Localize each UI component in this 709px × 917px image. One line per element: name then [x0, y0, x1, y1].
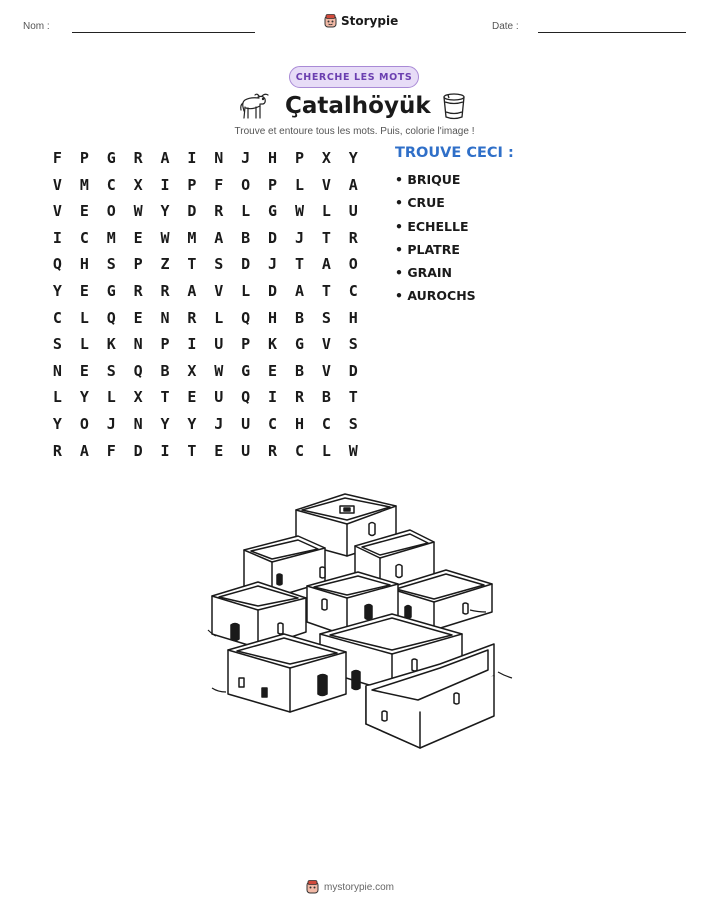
grid-letter[interactable]: R	[214, 202, 224, 221]
grid-letter[interactable]: A	[214, 228, 224, 247]
grid-letter[interactable]: N	[133, 335, 143, 354]
grid-letter[interactable]: Y	[52, 414, 62, 433]
grid-letter[interactable]: L	[241, 281, 251, 300]
grid-letter[interactable]: N	[52, 361, 62, 380]
grid-letter[interactable]: B	[321, 388, 331, 407]
grid-letter[interactable]: N	[214, 149, 224, 167]
grid-letter[interactable]: O	[241, 175, 251, 194]
grid-letter[interactable]: D	[187, 202, 197, 221]
grid-letter[interactable]: X	[187, 361, 197, 380]
grid-letter[interactable]: W	[133, 202, 143, 221]
grid-letter[interactable]: W	[160, 228, 170, 247]
grid-letter[interactable]: D	[241, 255, 251, 274]
grid-letter[interactable]: O	[106, 202, 116, 221]
word-item: • GRAIN	[395, 265, 453, 281]
grid-letter[interactable]: B	[160, 361, 170, 380]
grid-letter[interactable]: W	[214, 361, 224, 380]
brand-logo	[324, 14, 398, 28]
grid-letter[interactable]: X	[133, 388, 143, 407]
grid-letter[interactable]: D	[133, 441, 143, 460]
grid-letter[interactable]: L	[321, 441, 331, 460]
grid-letter[interactable]: D	[268, 228, 278, 247]
grid-letter[interactable]: K	[106, 335, 116, 354]
grid-letter[interactable]: J	[241, 149, 251, 167]
date-label: Date :	[492, 21, 519, 32]
grid-letter[interactable]: L	[214, 308, 224, 327]
grid-letter[interactable]: P	[294, 149, 304, 167]
grid-letter[interactable]: U	[348, 202, 358, 221]
bucket-icon	[441, 91, 467, 121]
grid-letter[interactable]: D	[268, 281, 278, 300]
grid-letter[interactable]: T	[187, 255, 197, 274]
grid-letter[interactable]: Y	[160, 414, 170, 433]
grid-letter[interactable]: W	[294, 202, 304, 221]
aurochs-icon	[238, 91, 272, 121]
grid-letter[interactable]: A	[348, 175, 358, 194]
grid-letter[interactable]: G	[241, 361, 251, 380]
storypie-mascot-icon	[324, 14, 337, 28]
grid-letter[interactable]: S	[106, 255, 116, 274]
grid-letter[interactable]: F	[106, 441, 116, 460]
grid-letter[interactable]: C	[79, 228, 89, 247]
grid-letter[interactable]: L	[294, 175, 304, 194]
grid-letter[interactable]: Y	[187, 414, 197, 433]
grid-letter[interactable]: G	[294, 335, 304, 354]
grid-letter[interactable]: Z	[160, 255, 170, 274]
grid-letter[interactable]: S	[214, 255, 224, 274]
grid-letter[interactable]: V	[321, 335, 331, 354]
footer-url[interactable]: mystorypie.com	[324, 881, 395, 893]
grid-letter[interactable]: M	[187, 228, 197, 247]
grid-letter[interactable]: I	[268, 388, 278, 407]
grid-letter[interactable]: F	[214, 175, 224, 194]
grid-letter[interactable]: O	[79, 414, 89, 433]
grid-letter[interactable]: Q	[106, 308, 116, 327]
grid-letter[interactable]: C	[321, 414, 331, 433]
grid-letter[interactable]: A	[79, 441, 89, 460]
grid-letter[interactable]: E	[214, 441, 224, 460]
grid-letter[interactable]: I	[160, 441, 170, 460]
grid-letter[interactable]: T	[160, 388, 170, 407]
grid-letter[interactable]: D	[348, 361, 358, 380]
grid-letter[interactable]: A	[294, 281, 304, 300]
grid-letter[interactable]: U	[241, 441, 251, 460]
instructions: Trouve et entoure tous les mots. Puis, colorie l'image !	[234, 126, 475, 137]
grid-letter[interactable]: S	[321, 308, 331, 327]
grid-letter[interactable]: G	[106, 281, 116, 300]
word-item: • PLATRE	[395, 241, 460, 257]
grid-letter[interactable]: R	[133, 149, 143, 167]
grid-letter[interactable]: F	[52, 149, 62, 167]
word-search-grid[interactable]	[44, 145, 367, 464]
word-list-title: TROUVE CECI :	[395, 145, 514, 161]
grid-letter[interactable]: X	[321, 149, 331, 167]
grid-letter[interactable]: N	[133, 414, 143, 433]
grid-letter[interactable]: C	[52, 308, 62, 327]
grid-letter[interactable]: I	[187, 149, 197, 167]
grid-letter[interactable]: R	[133, 281, 143, 300]
grid-letter[interactable]: P	[241, 335, 251, 354]
grid-letter[interactable]: B	[241, 228, 251, 247]
grid-letter[interactable]: T	[294, 255, 304, 274]
grid-letter[interactable]: S	[106, 361, 116, 380]
grid-letter[interactable]: V	[321, 361, 331, 380]
grid-letter[interactable]: R	[348, 228, 358, 247]
grid-letter[interactable]: T	[321, 228, 331, 247]
name-line[interactable]	[72, 32, 255, 33]
grid-letter[interactable]: L	[321, 202, 331, 221]
grid-letter[interactable]: Q	[241, 388, 251, 407]
footer	[306, 880, 394, 894]
grid-letter[interactable]: E	[187, 388, 197, 407]
grid-letter[interactable]: P	[160, 335, 170, 354]
grid-letter[interactable]: J	[294, 228, 304, 247]
grid-letter[interactable]: T	[321, 281, 331, 300]
grid-letter[interactable]: Y	[79, 388, 89, 407]
grid-letter[interactable]: Q	[133, 361, 143, 380]
grid-letter[interactable]: U	[214, 388, 224, 407]
grid-letter[interactable]: H	[79, 255, 89, 274]
grid-letter[interactable]: S	[348, 335, 358, 354]
grid-letter[interactable]: U	[214, 335, 224, 354]
grid-letter[interactable]: T	[348, 388, 358, 407]
grid-letter[interactable]: A	[160, 149, 170, 167]
grid-letter[interactable]: N	[160, 308, 170, 327]
grid-letter[interactable]: E	[133, 308, 143, 327]
grid-letter[interactable]: E	[133, 228, 143, 247]
storypie-mascot-icon	[306, 880, 319, 894]
grid-letter[interactable]: B	[294, 308, 304, 327]
coloring-illustration[interactable]	[205, 488, 515, 750]
grid-letter[interactable]: Q	[241, 308, 251, 327]
grid-letter[interactable]: R	[268, 441, 278, 460]
grid-letter[interactable]: A	[321, 255, 331, 274]
grid-letter[interactable]: E	[79, 281, 89, 300]
grid-letter[interactable]: L	[79, 335, 89, 354]
grid-letter[interactable]: L	[106, 388, 116, 407]
grid-letter[interactable]: H	[348, 308, 358, 327]
brand-name: Storypie	[341, 14, 399, 28]
grid-letter[interactable]: V	[321, 175, 331, 194]
grid-letter[interactable]: W	[348, 441, 358, 460]
grid-letter[interactable]: U	[241, 414, 251, 433]
grid-letter[interactable]: P	[268, 175, 278, 194]
grid-letter[interactable]: I	[187, 335, 197, 354]
grid-letter[interactable]: V	[52, 202, 62, 221]
grid-letter[interactable]: V	[214, 281, 224, 300]
grid-letter[interactable]: E	[268, 361, 278, 380]
grid-letter[interactable]: Q	[52, 255, 62, 274]
grid-letter[interactable]: S	[52, 335, 62, 354]
activity-badge: CHERCHE LES MOTS	[289, 66, 419, 88]
grid-letter[interactable]: J	[268, 255, 278, 274]
grid-letter[interactable]: I	[160, 175, 170, 194]
date-line[interactable]	[538, 32, 686, 33]
grid-letter[interactable]: P	[187, 175, 197, 194]
grid-letter[interactable]: P	[133, 255, 143, 274]
grid-letter[interactable]: T	[187, 441, 197, 460]
grid-letter[interactable]: K	[268, 335, 278, 354]
grid-letter[interactable]: B	[294, 361, 304, 380]
word-item: • BRIQUE	[395, 172, 461, 187]
grid-letter[interactable]: I	[52, 228, 62, 247]
grid-letter[interactable]: R	[187, 308, 197, 327]
grid-letter[interactable]: X	[133, 175, 143, 194]
grid-letter[interactable]: A	[187, 281, 197, 300]
grid-letter[interactable]: Y	[348, 149, 358, 167]
grid-letter[interactable]: G	[268, 202, 278, 221]
grid-letter[interactable]: E	[79, 202, 89, 221]
grid-letter[interactable]: C	[348, 281, 358, 300]
grid-letter[interactable]: R	[160, 281, 170, 300]
page-title: Çatalhöyük	[285, 93, 431, 119]
grid-letter[interactable]: H	[268, 149, 278, 167]
grid-letter[interactable]: L	[241, 202, 251, 221]
grid-letter[interactable]: M	[79, 175, 89, 194]
word-list	[395, 171, 476, 311]
word-item: • AUROCHS	[395, 288, 476, 304]
grid-letter[interactable]: C	[106, 175, 116, 194]
grid-letter[interactable]: Y	[52, 281, 62, 300]
grid-letter[interactable]: C	[268, 414, 278, 433]
grid-letter[interactable]: R	[52, 441, 62, 460]
grid-letter[interactable]: H	[294, 414, 304, 433]
grid-letter[interactable]: S	[348, 414, 358, 433]
grid-letter[interactable]: R	[294, 388, 304, 407]
word-item: • ECHELLE	[395, 218, 469, 234]
grid-letter[interactable]: G	[106, 149, 116, 167]
grid-letter[interactable]: E	[79, 361, 89, 380]
grid-letter[interactable]: P	[79, 149, 89, 167]
name-label: Nom :	[23, 21, 50, 32]
grid-letter[interactable]: O	[348, 255, 358, 274]
word-item: • CRUE	[395, 195, 445, 211]
grid-letter[interactable]: L	[52, 388, 62, 407]
grid-letter[interactable]: J	[106, 414, 116, 433]
grid-letter[interactable]: L	[79, 308, 89, 327]
grid-letter[interactable]: H	[268, 308, 278, 327]
grid-letter[interactable]: C	[294, 441, 304, 460]
grid-letter[interactable]: J	[214, 414, 224, 433]
grid-letter[interactable]: M	[106, 228, 116, 247]
grid-letter[interactable]: Y	[160, 202, 170, 221]
grid-letter[interactable]: V	[52, 175, 62, 194]
